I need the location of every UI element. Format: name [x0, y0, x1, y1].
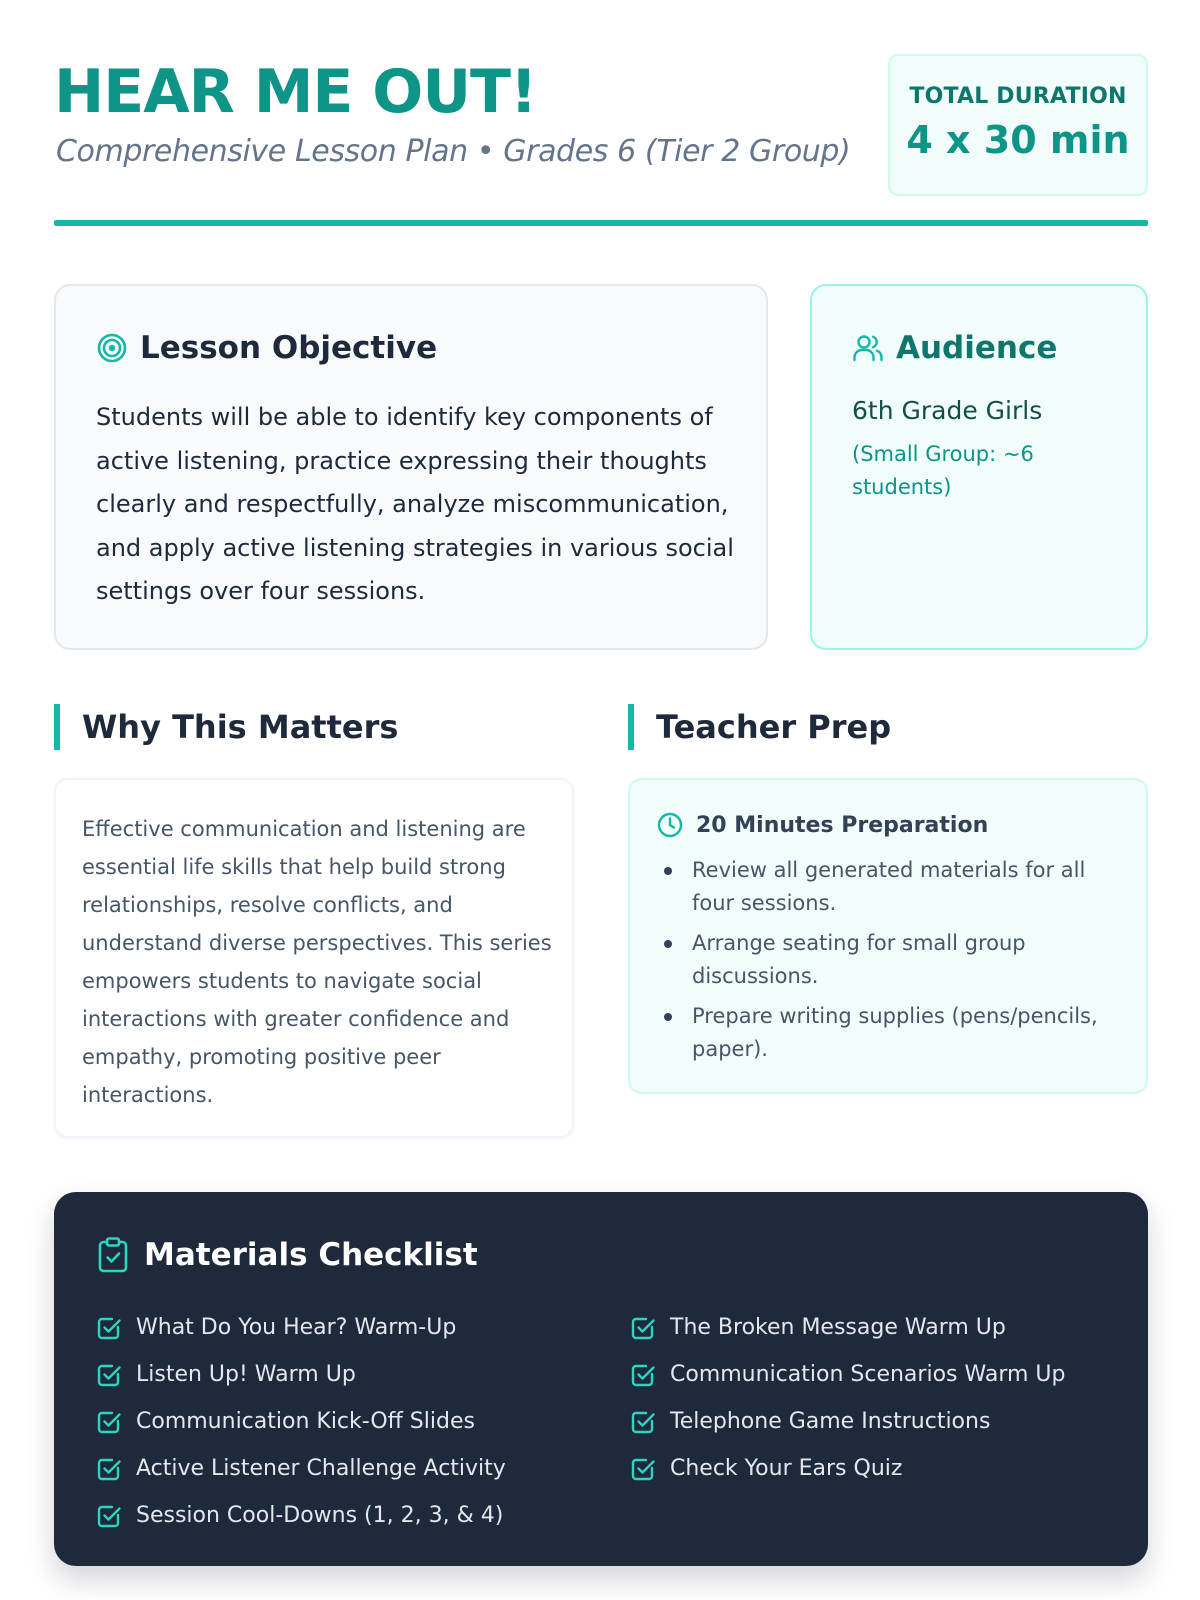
objective-card — [54, 284, 768, 650]
material-label: The Broken Message Warm Up — [670, 1315, 1006, 1340]
clock-icon — [656, 811, 684, 839]
material-item — [96, 1492, 596, 1539]
material-label: Communication Kick-Off Slides — [136, 1409, 475, 1434]
material-label: Session Cool-Downs (1, 2, 3, & 4) — [136, 1503, 504, 1528]
audience-heading-label: Audience — [896, 330, 1058, 366]
material-item — [630, 1304, 1130, 1351]
clipboard-check-icon — [96, 1236, 130, 1274]
duration-value: 4 x 30 min — [906, 118, 1130, 162]
materials-list-left — [96, 1304, 596, 1539]
material-label: Telephone Game Instructions — [670, 1409, 991, 1434]
materials-panel — [54, 1192, 1148, 1566]
material-label: Check Your Ears Quiz — [670, 1456, 903, 1481]
material-label: Listen Up! Warm Up — [136, 1362, 356, 1387]
materials-list-right — [630, 1304, 1130, 1492]
duration-badge — [888, 54, 1148, 196]
prep-item: Review all generated materials for all four sessions. — [664, 854, 1124, 920]
checkbox-checked-icon — [630, 1409, 656, 1435]
prep-card — [628, 778, 1148, 1094]
prep-time — [656, 810, 988, 840]
material-label: Communication Scenarios Warm Up — [670, 1362, 1066, 1387]
checkbox-checked-icon — [96, 1456, 122, 1482]
users-icon — [852, 332, 884, 364]
material-label: What Do You Hear? Warm-Up — [136, 1315, 457, 1340]
material-item — [96, 1351, 596, 1398]
checkbox-checked-icon — [96, 1362, 122, 1388]
materials-heading — [96, 1234, 478, 1276]
material-item — [630, 1398, 1130, 1445]
objective-heading — [96, 328, 437, 368]
audience-heading — [852, 328, 1057, 368]
material-item — [630, 1445, 1130, 1492]
page-title: HEAR ME OUT! — [54, 57, 537, 127]
header — [54, 54, 1148, 196]
checkbox-checked-icon — [630, 1362, 656, 1388]
page-subtitle: Comprehensive Lesson Plan • Grades 6 (Tier 2 Group) — [56, 134, 851, 169]
checkbox-checked-icon — [630, 1315, 656, 1341]
prep-time-label: 20 Minutes Preparation — [696, 812, 989, 838]
prep-heading: Teacher Prep — [628, 704, 891, 750]
objective-heading-label: Lesson Objective — [140, 330, 438, 366]
material-item — [96, 1445, 596, 1492]
checkbox-checked-icon — [96, 1315, 122, 1341]
objective-text: Students will be able to identify key components of active listening, practice expressing their thoughts clearly and respectfully, analyze miscommunication, and apply active listening strategies in various social settings over four sessions. — [96, 403, 734, 605]
material-label: Active Listener Challenge Activity — [136, 1456, 506, 1481]
material-item — [630, 1351, 1130, 1398]
materials-heading-label: Materials Checklist — [144, 1237, 478, 1273]
prep-item: Prepare writing supplies (pens/pencils, paper). — [664, 1000, 1124, 1066]
audience-card — [810, 284, 1148, 650]
prep-list — [664, 854, 1124, 1073]
checkbox-checked-icon — [96, 1503, 122, 1529]
lesson-plan-page — [54, 0, 1148, 1600]
checkbox-checked-icon — [96, 1409, 122, 1435]
prep-item: Arrange seating for small group discussions. — [664, 927, 1124, 993]
checkbox-checked-icon — [630, 1456, 656, 1482]
material-item — [96, 1304, 596, 1351]
why-heading: Why This Matters — [54, 704, 398, 750]
duration-label: TOTAL DURATION — [909, 84, 1127, 109]
audience-main: 6th Grade Girls — [852, 396, 1043, 425]
why-card — [54, 778, 574, 1138]
material-item — [96, 1398, 596, 1445]
header-divider — [54, 220, 1148, 226]
target-icon — [96, 332, 128, 364]
audience-sub: (Small Group: ~6 students) — [852, 442, 1034, 499]
why-text: Effective communication and listening are essential life skills that help build strong relationships, resolve conflicts, and understand diverse perspectives. This series empowers students to navigate social interactions with greater confidence and empathy, promoting positive peer interactions. — [82, 817, 552, 1107]
